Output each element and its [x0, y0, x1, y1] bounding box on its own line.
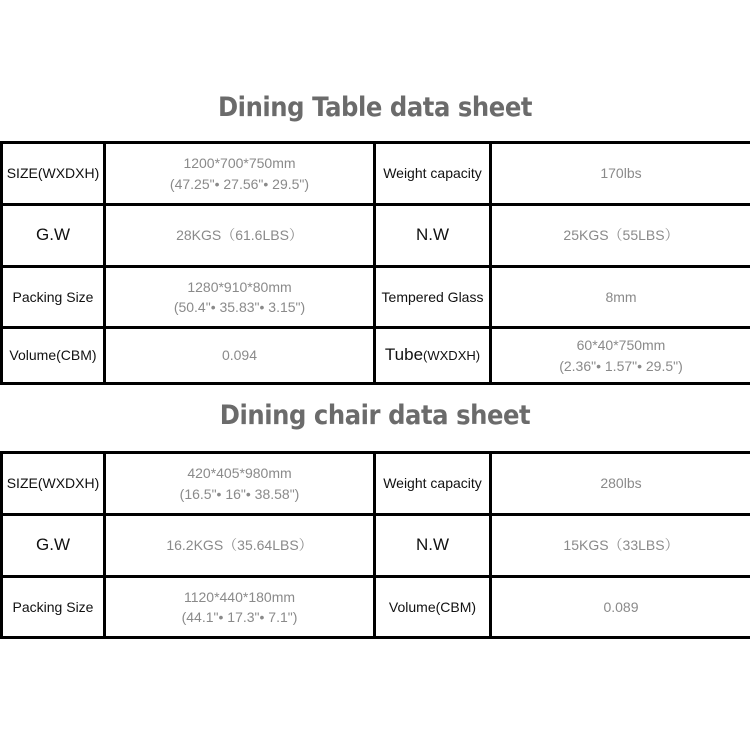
table-row — [2, 328, 750, 384]
table-row — [2, 143, 750, 205]
tempered-glass-value: 8mm — [491, 267, 750, 328]
gross-weight-value: 28KGS（61.6LBS） — [105, 205, 375, 267]
volume-value: 0.094 — [105, 328, 375, 384]
tube-value-mm: 60*40*750mm — [576, 337, 666, 354]
weight-capacity-label: Weight capacity — [375, 453, 491, 515]
weight-capacity-label: Weight capacity — [375, 143, 491, 205]
gross-weight-label: G.W — [2, 205, 105, 267]
size-value — [105, 143, 375, 205]
gross-weight-value: 16.2KGS（35.64LBS） — [105, 515, 375, 577]
gross-weight-label: G.W — [2, 515, 105, 577]
net-weight-label: N.W — [375, 515, 491, 577]
packing-size-label: Packing Size — [2, 267, 105, 328]
volume-label: Volume(CBM) — [2, 328, 105, 384]
table-row — [2, 515, 750, 577]
table-row — [2, 577, 750, 638]
volume-value: 0.089 — [491, 577, 750, 638]
size-label: SIZE(WXDXH) — [2, 453, 105, 515]
table-row — [2, 205, 750, 267]
size-label: SIZE(WXDXH) — [2, 143, 105, 205]
size-value-mm: 420*405*980mm — [187, 465, 292, 482]
packing-size-inch: (50.4"• 35.83"• 3.15") — [173, 299, 306, 315]
tempered-glass-label: Tempered Glass — [375, 267, 491, 328]
tube-value — [491, 328, 750, 384]
volume-label: Volume(CBM) — [375, 577, 491, 638]
packing-size-mm: 1280*910*80mm — [187, 278, 292, 295]
packing-size-value — [105, 577, 375, 638]
net-weight-value: 25KGS（55LBS） — [491, 205, 750, 267]
packing-size-label: Packing Size — [2, 577, 105, 638]
tube-label-sub: (WXDXH) — [423, 348, 481, 364]
net-weight-label: N.W — [375, 205, 491, 267]
weight-capacity-value: 170lbs — [491, 143, 750, 205]
size-value-inch: (16.5"• 16"• 38.58") — [179, 485, 300, 502]
dining-chair-data-sheet — [0, 451, 750, 639]
packing-size-value — [105, 267, 375, 328]
table-row — [2, 453, 750, 515]
table-row — [2, 267, 750, 328]
size-value-inch: (47.25"• 27.56"• 29.5") — [169, 175, 310, 192]
tube-value-inch: (2.36"• 1.57"• 29.5") — [559, 357, 683, 374]
tube-label-main: Tube — [384, 345, 424, 365]
size-value — [105, 453, 375, 515]
packing-size-inch: (44.1"• 17.3"• 7.1") — [181, 609, 298, 625]
size-value-mm: 1200*700*750mm — [183, 155, 296, 172]
tube-label — [375, 328, 491, 384]
dining-chair-title: Dining chair data sheet — [219, 400, 531, 431]
net-weight-value: 15KGS（33LBS） — [491, 515, 750, 577]
weight-capacity-value: 280lbs — [491, 453, 750, 515]
dining-table-title: Dining Table data sheet — [217, 92, 533, 123]
dining-table-data-sheet — [0, 141, 750, 385]
packing-size-mm: 1120*440*180mm — [183, 588, 296, 605]
